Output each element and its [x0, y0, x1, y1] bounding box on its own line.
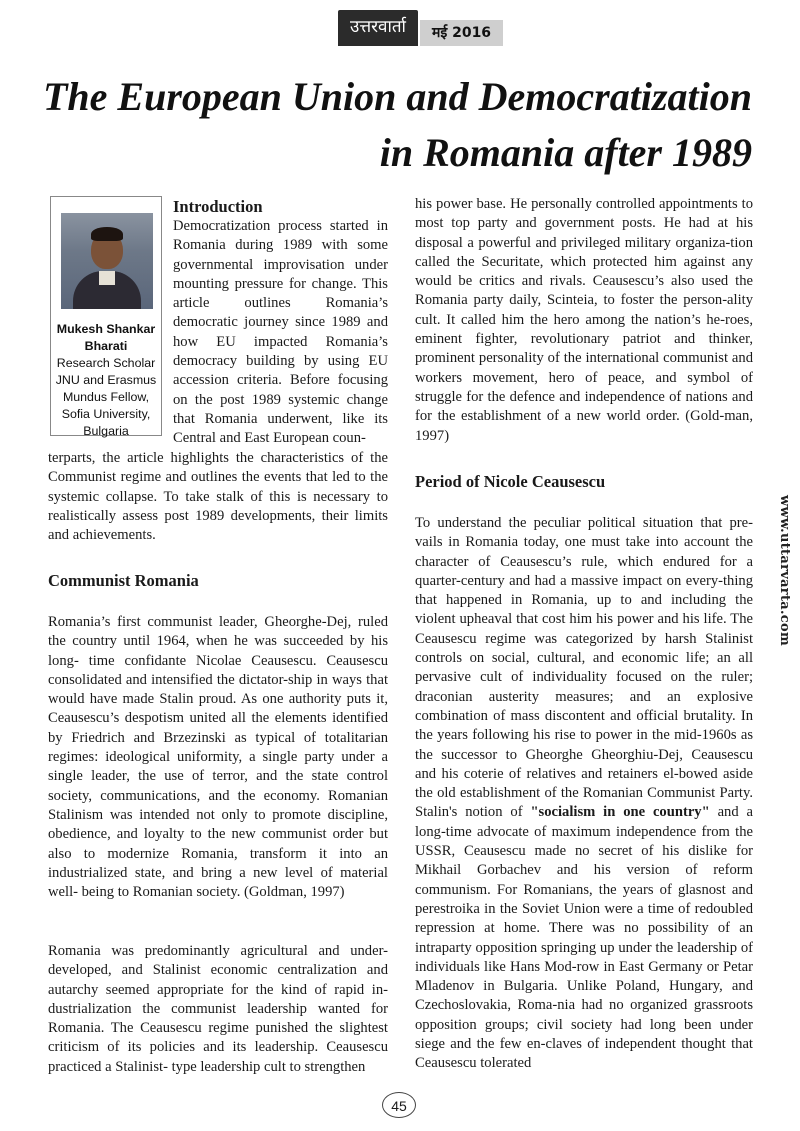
- communist-paragraph-1: [48, 613, 388, 902]
- section-heading-period-of-ceausescu: Period of Nicole Ceausescu: [415, 472, 606, 491]
- issue-date: मई 2016: [420, 20, 503, 46]
- period-text-bold: "socialism in one country": [530, 804, 710, 821]
- intro-paragraph-continued: [48, 449, 388, 545]
- page-number: 45: [382, 1092, 416, 1118]
- website-url: www.uttarvarta.com: [777, 495, 792, 647]
- section-heading-communist-romania: Communist Romania: [48, 571, 199, 590]
- communist-paragraph-2: [48, 942, 388, 1077]
- author-photo: [61, 213, 153, 309]
- period-text-part-1: To understand the peculiar political situation that pre-vails in Romania today, one must take into account the character of Ceausescu’s rule, which endured for a quarter-century and had a massive impact on every-thing that happened in Romania, up to and including the violent upheaval that cost him his power and his life. The Ceausescu regime was categorized by harsh Stalinist controls on social, cultural, and economic life; an all pervasive cult of individuality focused on the ruler; draconian austerity measures; and an explosive combination of mass discontent and official brutality. In the years following his rise to power in the mid-1960s as the successor to Gheorghe Gheorghiu-Dej, Ceausescu and his coterie of relatives and retainers el-bowed aside the old establishment of the Romanian Communist Party. Stalin's notion of: [415, 515, 753, 821]
- author-role: Research Scholar JNU and Erasmus Mundus Fellow, Sofia University, Bulgaria: [55, 356, 157, 438]
- author-box: [50, 196, 162, 436]
- period-text: [415, 514, 753, 1074]
- intro-text-continued: terparts, the article highlights the characteristics of the Communist regime and outlines the events that led to the systemic collapse. To take stalk of this is necessary to realistically assess post 1989 developments, their limits and achievements.: [48, 450, 388, 544]
- period-paragraph: [415, 514, 753, 1074]
- author-info: [53, 321, 159, 440]
- masthead: [338, 10, 503, 46]
- communist-text-1: Romania’s first communist leader, Gheorghe-Dej, ruled the country until 1964, when he was succeeded by his long- time confidante Nicolae Ceausescu. Ceausescu consolidated and intensified the dictator-ship in ways that would have made Stalin proud. As one authority puts it, Ceausescu’s despotism united all the elements identified by Friedrich and Brzezinski as typical of totalitarian regimes: ideological uniformity, a single party under a single leader, the use of terror, and the state control society, communications, and the economy. Romanian Stalinism was intended not only to promote discipline, obedience, and loyalty to the new communist order but also to modernize Romania, transform it into an industrialized state, and bring a new level of material well- being to Romanian society. (Goldman, 1997): [48, 614, 388, 901]
- right-column-paragraph-1: [415, 195, 753, 446]
- right-column-text-1: his power base. He personally controlled appointments to most top party and government posts. He had at his disposal a powerful and privileged military organiza-tion called the Securitate, which protected him against any would be critics and rivals. Ceausescu’s also used the Romania party daily, Scinteia, to foster the person-ality cult. It called him the hero among the nation’s he-roes, eminent fighter, revolutionary patriot and thinker, prominent personality of the international communist and workers movement, hero of peace, and symbol of struggle for the defence and independence of nations and for the establishment of a new world order. (Gold-man, 1997): [415, 196, 753, 444]
- intro-paragraph: [173, 217, 388, 449]
- article-title-line-2: in Romania after 1989: [379, 130, 752, 175]
- communist-text-2: Romania was predominantly agricultural and under-developed, and Stalinist economic centralization and autarchy seemed appropriate for the kind of rapid in-dustrialization the communist leadership wanted for Romania. The Ceausescu regime punished the slightest criticism of its policies and its leadership. Ceausescu practiced a Stalinist- type leadership cult to strengthen: [48, 943, 388, 1075]
- author-name: Mukesh Shankar Bharati: [56, 322, 156, 353]
- magazine-brand: उत्तरवार्ता: [338, 10, 418, 46]
- intro-text: Democratization process started in Romania during 1989 with some governmental improvisation under mounting pressure for change. This article outlines Romania’s democratic journey since 1989 and how EU impacted Romania’s democracy building by using EU accession criteria. Before focusing on the post 1989 systemic change that Romania underwent, like its Central and East European coun-: [173, 218, 388, 447]
- article-title-line-1: The European Union and Democratization: [42, 74, 752, 119]
- period-text-part-2: and a long-time advocate of maximum independence from the USSR, Ceausescu made no secret of his dislike for Mikhail Gorbachev and his version of reform communism. For Romanians, the years of glasnost and perestroika in the Soviet Union were a time of redoubled repression at home. There was no possibility of an intraparty opposition springing up under the leadership of individuals like Hans Mod-row in East Germany or Petar Mladenov in Bulgaria. Unlike Poland, Hungary, and Czechoslovakia, Roma-nia had no organized grassroots opposition groups; civil society had long been under siege and the few en-claves of independent thought that Ceausescu tolerated: [415, 804, 753, 1072]
- section-heading-introduction: Introduction: [173, 197, 263, 216]
